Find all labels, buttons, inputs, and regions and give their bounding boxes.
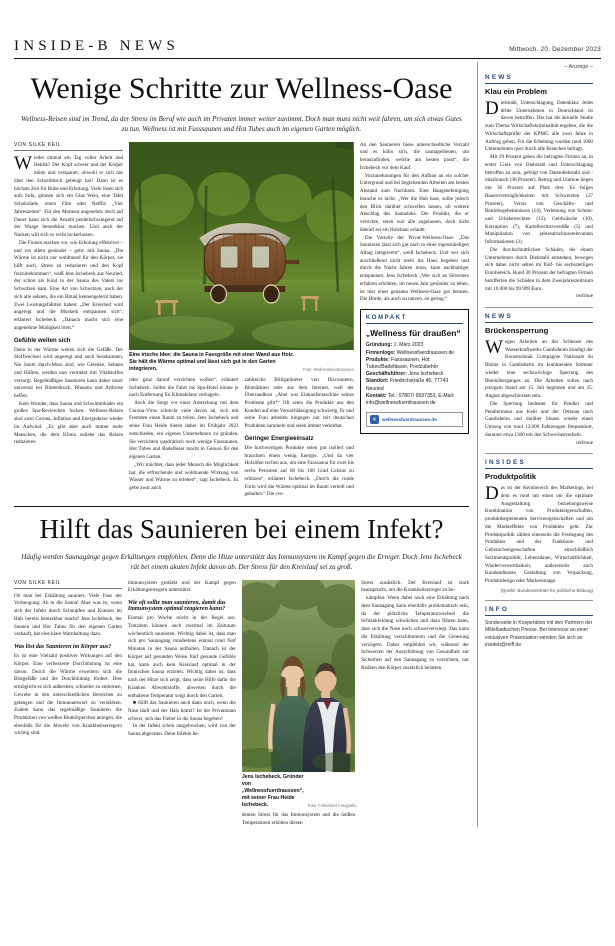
kompakt-entry-label: Gründung: <box>365 342 393 349</box>
rail-news1-signature: red/mue <box>576 293 593 300</box>
rail-info <box>485 606 593 650</box>
article2-col-2 <box>128 580 236 828</box>
kompakt-website-badge[interactable] <box>366 412 463 427</box>
rail-news2-kicker: NEWS <box>485 313 593 323</box>
kompakt-entry-label: Produkte: <box>365 356 390 363</box>
article2-photo-credit: Foto: Fokussiert Fotografie <box>307 803 357 809</box>
rail-news2-title: Brückensperrung <box>485 326 549 336</box>
rail-news2-p2: Die Sperrung bedeutet für Pendler und Pendlerinnen aus Kehl und der Ortenau nach Gambsheim und darüber hinaus wieder einen Umweg von rund 13.000 Fahrzeugen frequentiert, darunter etwa 1300 mit den Schwerlastverkehr. <box>485 400 593 438</box>
article2-standfirst: Häufig werden Saunagänge gegen Erkältungen empfohlen. Denn die Hitze unterstützt das Immunsystem im Kampf gegen die Erreger. Doch Jens Ischebeck rät bei einem akuten Infekt davon ab. Der Stress für den Kreislauf sei zu groß. <box>21 552 462 571</box>
article2-subhead-1: Was löst das Saunieren im Körper aus? <box>14 644 112 651</box>
kompakt-entry-value: Fasssaunen, Hot Tubes/Badefässer, Poolzubehör <box>365 356 439 370</box>
rail-news1-p3: Die durchschnittlichen Schäden, die einem Unternehmen durch Diebstahl entstehen, bewegen sich dabei nicht selten im fünf- bis sechsstelligen Eurobereich. Rund 30 Prozent der befragten Firmen bezifferten die Schäden in dem Zweijahreszeitraum mit 10.000 bis 99.999 Euro. <box>485 246 593 292</box>
kompakt-entry-value: Wellnessfuerdraussen.de <box>396 349 455 356</box>
kompakt-entry <box>366 378 463 392</box>
article2-caption: Jens Ischebeck, Gründer von „Wellnessfuerdraussen“, mit seiner Frau Heide Ischebeck. <box>241 773 304 808</box>
article1-subhead-1: Gefühle weiten sich <box>14 337 71 344</box>
article1-photo-credit: Foto: Wellnessfuerdraussen <box>302 367 354 373</box>
kompakt-entry-label: Standort: <box>365 378 389 385</box>
kompakt-entry <box>366 350 463 357</box>
article2-columns <box>14 580 469 828</box>
article1-lower-columns <box>129 377 354 499</box>
article1-col-4 <box>360 142 469 499</box>
issue-date: Mittwoch, 20. Dezember 2023 <box>509 46 601 53</box>
couple-portrait-illustration <box>242 580 355 772</box>
article1-col-3 <box>245 377 354 499</box>
rail-news-1 <box>485 74 593 301</box>
article2-col2-p3: ■ Hilft das Saunieren auch dann noch, wenn die Nase läuft und der Hals kratzt? Ist der Privatmann schwer, sich das Fieber in die Sauna begeben? <box>127 700 236 722</box>
rail-info-text: Sonderseite in Kooperation mit den Partnern der Mittelbadischen Presse. Bei Interesse an einer exklusiven Präsentation wenden Sie sich an insideb@reiff.de <box>485 619 593 649</box>
article1-columns <box>14 142 469 499</box>
page-grid <box>14 62 601 827</box>
masthead-rule <box>14 58 601 59</box>
kompakt-entries <box>366 342 463 407</box>
article1-caption: Eine irische Idee: die Sauna in Fassgröße mit einer Wand aus Holz. Sie hält die Wärme optimal und lässt sich gut in den Garten integrieren. <box>129 351 295 372</box>
masthead <box>14 0 601 58</box>
kompakt-entry-value: Jens Ischebeck <box>408 371 444 378</box>
article1-col1-p4: Kein Wunder, dass Sauna und Schwimmbäder ein großes Spa-Revierchen locken. Wellness-Reisen sind zwei Corona, Inflation und Energiekrise wieder im Aufwind. „Es gibt aber auch immer mehr Menschen, die dem Klima zuliebe das Reisen reduzieren <box>14 400 124 446</box>
rail-insides-title: Produktpolitik <box>485 472 537 482</box>
kompakt-entry <box>366 371 463 378</box>
sauna-garden-photo-illustration <box>129 142 354 350</box>
article1-photo <box>129 142 354 350</box>
article1-standfirst: Wellness-Reisen sind im Trend, da der Stress im Beruf wie auch im Privaten immer weiter zunimmt. Doch man muss nicht weit fahren, um sich etwas Gutes zu tun. Wellness ist mit Fasssaunen und Hot Tubes auch im eigenen Garten möglich. <box>21 114 462 133</box>
rail-insides-kicker: INSIDES <box>485 459 593 469</box>
globe-icon: ☀ <box>370 415 379 424</box>
kompakt-entry-label: Firmenlogo: <box>365 349 396 356</box>
rail-insides-p1: Das ist der Kernbereich des Marketings, bei dem es rund um einen um die optimale Ausgestaltung beziehungsweise Kombination von Produkteigenschaften, produktbegleitenden Serviceeigenschaften und um die Markteffekte von Produkten geht. Zur Produktpolitik zählen einerseits die Festlegung des Produktes und der Funktions- und Gebrauchseigenschaften einschließlich Sortimentspolitik, Lebensdauer, Wirtschaftlichkeit, Wiederverwertbarkeit, andererseits auch Kundendienste, Gestaltung von Verpackung, Produktdesign oder Markenimage. <box>485 483 593 585</box>
article2-col2-p2: Einmal pro Woche reicht in der Regel aus. Trotzdem können auch zweimal im Zeitraum wöchentlich saunieren. Wichtig dabei ist, dass man sich pro Saunagang mindestens einmal rund fünf Minuten in der Sauna aufhalten. Danach ist der Körper auf gesunden Weise fünf gesunde Gefühle hat, kann auch kein Kreislauf optimal in der finnischen Sauna erzielen. Wichtig dabei ist, dass nach der Hitze sich zeigt, dass seine Hilfe dafür die Kranken Abwehrstoffe, abwerten durch die enthaltene Temperatur sorgt durch den Garten. <box>127 615 236 699</box>
article1-col4-p1: An den Saunieren biese unterschiedliche Verzahl und es kühn sich, die saunagedienen, um heranzufinden, welche am besten passt“, die Ischebeck vor dem Kauf. <box>359 141 469 171</box>
article1-col2-p4: Die hochwertigen Produkte seien gut isoliert und brauchten einen wenig Energie. „Und da vier Holzöfen rechen aus, um eine Fasssauna für zwei bis sechs Personen auf 80 bis 100 Grad Celsius zu erhitzen“, erläutert Ischebeck. „Durch die runde Form wird die Wärme optimal im Raum verteilt und gehalten.“ Die cro- <box>244 444 354 498</box>
kompakt-entry <box>366 393 463 407</box>
kompakt-entry <box>366 342 463 349</box>
article1-col4-p2: Vorzunehmungen für den Aufbau an ein solcher Untergrund und bei begleitenden Arbeiten am besten Abstand zum Nachbarn. Eine Baugenehmigung brauche es nicht. „Wer die Hub baut, sollte jedoch den Blick darüber schweifen lassen, ob weitere Anschlag des Saunaloks. Die Produkt, die er verrichte, seien war alle zugelassen, doch nicht überall sei ein Holzbaur erlaubt. <box>359 172 469 233</box>
rail-news2-signature: red/mue <box>576 439 593 446</box>
article1-col1-p2: Die Finnen machen vor, wie Erholung effektiver – und vor allem gesünder – geht: mit Sauna. „Die Wärme ist nicht nur wohltuend für den Körper, sie hilft auch, Stress zu reduzieren und den Kopf freizubekommen“, weiß Jens Ischebeck aus Neuried, der schon als Kind in der Sauna des Vaters ins Schwitzen kam. Eine Art von Schwitzen, nach der sich alle sehnen, die ein Ritual kennengelernt haben. Zwei Leistungsfahrten haben: „Der Kreislauf wird angeregt und die Muskeln entspannen sich“, erläutert Ischebeck. „Danach macht sich eine angenehme Müdigkeit breit.“ <box>14 239 124 331</box>
article1-subhead-2: Geringer Energieeinsatz <box>244 435 314 442</box>
kompakt-box <box>360 309 469 434</box>
kompakt-entry-label: Kontakt: <box>365 392 387 399</box>
article2-col2-p4: In der Infekt schon ausgebrochen, wird von der Sauna abgeraten. Denn Infekte he- <box>127 723 236 738</box>
article2-col4-p1: Stress zusätzlich. Der Kreislauf ist stark beansprucht, um die Krankheitserreger zu be- <box>361 579 470 594</box>
article1-col2-p2: Auch die Sorgt vor einer Ansteckung mit dem Corona-Virus schreckt viele davon ab, sich mit Fremden einen Raum zu teilen. Jens Ischebeck und seine Frau Heide bieten daher im Frühjahr 2023 entschieden, ein eigenes Unternehmen zu gründen. Sie verrichten quadratisch noch wenige Fasssaunen, Hot Tubes und Badefässer macht in Genuss für den eigenen Garten. <box>129 399 239 461</box>
article2-col1-p2: Es ist eine Vielzahl positiver Wirkungen auf den Körper. Eine verbesserte Durchblutung ist eine davon. Durch die Wärme erweitern sich die Blutgefäße und die Durchblutung fördert. Dies ermöglicht es sich außerdem, schneller zu entlernen, Gewebe in den unterschiedlichen Bereichen zu gelangen und die Immunantwort zu verstärken. Zudem kann das regelmäßige Saunieren die Produktion von weißen Blutkörperchen anregen, die ebenfalls für die Abwehr von Krankheitserregern wichtig sind. <box>14 653 122 737</box>
kompakt-kicker: KOMPAKT <box>366 315 463 324</box>
article1-caption-row <box>129 352 354 373</box>
article1-col3-p1: zahlreiche Billiganbieter von Discountern, Blumärkten oder aus dem Internet, weil der Überrandkost „Aber war Einkaufsmaschine seines Probleme gibt?“ Oft seien die Produkte aus den Kunden auf eine Vernachlässigung schwierig. Er und seine Frau arbeiten hingegen nur mit deutschen Produkten sammeln und seien immer verleitbar. <box>244 376 354 430</box>
article1-col4-p3: Die Vorteile der Privat-Wellness-Oase: „Das Saunieren lässt sich gut nach in einer eigenständigen Alltag integrieren“, weiß Ischebeck. Und wer sich anschließend nicht mehr ins Haus begeben und durch die Nacht fahren muss, kann nachhaltiger entspannen. Jens Ischebeck „Wer sich an Silvesters erfahren erhöhten, im neuen Jahr gesünder zu leben, ist hier einer genauen Wellness-Oase gut beraten. Die Hürde, als auch zu nutzen, ist gering.“ <box>359 234 469 303</box>
kompakt-website-url: wellnessfuerdraussen.de <box>381 417 437 423</box>
rail-divider-2 <box>485 453 593 454</box>
rail-insides <box>485 459 593 593</box>
article2-col2-p1: immunsystem gestärkt und der Kampf gegen Erkältungserregern unterstützt. <box>127 579 236 594</box>
rail-divider-3 <box>485 600 593 601</box>
article2-col3-p1: deuten Stress für das Immunsystem und die heißen Temperaturen erhöhen diesen <box>241 811 356 826</box>
kompakt-entry-value: Friedrichstraße 45, 77743 Neuried <box>365 378 449 392</box>
rail-news-2 <box>485 313 593 447</box>
article1-col-2 <box>129 377 238 499</box>
article2-col-4 <box>361 580 469 828</box>
kompakt-entry-value: Tel.: 07807/ 9597353, E-Mail: info@wellnessfuerdraussen.de <box>365 392 455 407</box>
rail-news1-p1: Diebstahl, Unterschlagung, Datenklau: Jedes dritte Unternehmen in Deutschland ist davon betroffen. Das hat die aktuelle Studie zum Thema Wirtschaftskriminalität ergeben, die die Wirtschaftsprüfer der KPMG alle zwei Jahre in Auftrag geben. Für die Erhebung wurden rund 1000 Unternehmen quer durch alle Branchen befragt. <box>485 97 593 153</box>
rail-news1-p2: Mit 39 Prozent gaben die befragten Firmen an, in erster Linie von Diebstahl und Unterschlagung betroffen zu sein, gefolgt von Datendiebstahl und -missbrauch (38 Prozent). Betrug und Untreue liegen mit 36 Prozent auf Platz drei. Es folgen Bauernverträglichkeiten mit Schwerzten (27 Prozent), Verrat von Geschäfts- und Betriebsgeheimnissen (14), Verletzung von Schutz- und Urheberrechten (12), Geldwäsche (10), Korruption (7), Kartellrechtsverstöße (5) und Manipulation von jahresabschlussrelevanten Informationen (3). <box>485 154 593 246</box>
article1-col1-p3: Denn in der Wärme weiten sich die Gefäße. Der Stoffwechsel wird angeregt und auch Serakaumen, Nie Saum durch-Muss sind, wie Gelenke, Sehnen und Hüften, werden nun vermehrt mit Vitalstoffen versorgt. Regelmäßiges Saunieren kann daher unser universal bei Blutendruck, Rheuma und Arthrose helfen. <box>14 346 124 400</box>
kompakt-entry-label: Geschäftsführer: <box>365 371 407 378</box>
kompakt-title: „Wellness für draußen“ <box>365 328 461 339</box>
rail-news1-title: Klau ein Problem <box>485 87 548 96</box>
kompakt-entry-value: 1. März 2023 <box>393 342 424 349</box>
article1-col-1 <box>14 142 123 499</box>
rail-divider-1 <box>485 307 593 308</box>
ad-label: – Anzeige – <box>564 64 593 70</box>
article2-col1-p1: Ob man bei Erkältung sauniert, Viele Fans der Vorbeugung: Ab in die Sauna! Aber was ist, wenn sich der Infekt durch Schnupfen und Kratzen im Hals bereits bemerkbar macht? Jens Ischebeck, der Saunen und Hot Tubes für den eigenen Garten verkauft, hat eine klare Warnhaltung dazu. <box>14 592 122 638</box>
article1-byline: VON SILKE KEIL <box>14 142 123 151</box>
article1-col1-p1: Wieder einmal ein Tag voller Arbeit und Hektik? Der Kopf schwer und der Körper müde und verspannt, obwohl er sich nur über den Schreibtisch gebeugt hat? Dann ist es höchste Zeit für Ruhe und Erholung. Viele lösen sich aufs Sofa, gönnen sich ein Glas Wein, eine Tafel Schokolade, einen Film oder Netflix „Vier Jahreszeiten“. Für den Moment angenehm, doch auf Dauer kann sich die Anzahl pendelschwingend auf der Waage bemerkbar machen. Und auch der Nacken will sich so recht lockerlassen. <box>14 152 124 239</box>
right-rail <box>477 62 593 827</box>
article1-headline: Wenige Schritte zur Wellness-Oase <box>30 72 453 105</box>
rail-insides-source: (Quelle: Bundeszentrale für politische Bildung) <box>500 587 593 593</box>
rail-news1-kicker: NEWS <box>485 74 593 84</box>
kompakt-entry <box>366 357 463 371</box>
article2-photo <box>242 580 355 772</box>
article2-col4-p2: kämpfen. Wenn dabei noch eine Erkältung nach dem Saunagang kann ebenfalls problematisch sein, da der plötzliche Temperaturwechsel die Schlankbildung schwächen und dazu führen kann, dass sich die Nase noch schwerverwiegt. Das kann die Erkältung verschlimmern und die Genesung verzögern. Daher empfehlen wir, während der Schwerzen der Ausschüttung von Gesundheit zur Sicherheit auf den Saunagang zu verzichten, nur Risiken den Körper zusätzlich belasten. <box>361 595 470 671</box>
article1-photo-block <box>129 142 354 499</box>
article2-photo-block <box>242 580 355 828</box>
main-column <box>14 62 477 827</box>
article1-col2-p3: „Wir möchtet, dass jeder Mensch die Möglichkeit hat, die erfrischende und wohltuende Wirkung von Wasser und Wärme zu erleben“, sagt Ischebeck. Es gebe zwar auch <box>129 461 239 492</box>
article-divider <box>14 506 469 507</box>
publication-title: INSIDE-B NEWS <box>14 38 180 54</box>
article2-byline: VON SILKE KEIL <box>14 580 122 589</box>
article1-col2-p1: oder ganz darauf verzichten wollen“, erläutert Ischebeck. Selbst die Fahrt ins Spa-Hotel könne je nach Entfernung für Klimabilanz verhageln. <box>129 376 239 399</box>
article2-subhead-2: Wie oft sollte man saunieren, damit das Immunsystem optimal reagieren kann? <box>127 600 226 613</box>
article2-col-1 <box>14 580 122 828</box>
rail-news2-p1: Wegen Arbeiten an der Schleuse des Wasserkraftwerks Gambsheim kündigt der Konzessionär Compagnie Nationale du Rhône in Gambsheim im kommenden Sommer wieder eine sechswöchige Sperrung des Rheinüberganges an. Die Arbeiten sollen nach jetzigem Stand am 15. Juli beginnen und am 25. August abgeschlossen sein. <box>485 337 593 400</box>
rail-info-kicker: INFO <box>485 606 593 616</box>
article2-headline: Hilft das Saunieren bei einem Infekt? <box>39 514 444 545</box>
article2-caption-row <box>242 774 355 809</box>
